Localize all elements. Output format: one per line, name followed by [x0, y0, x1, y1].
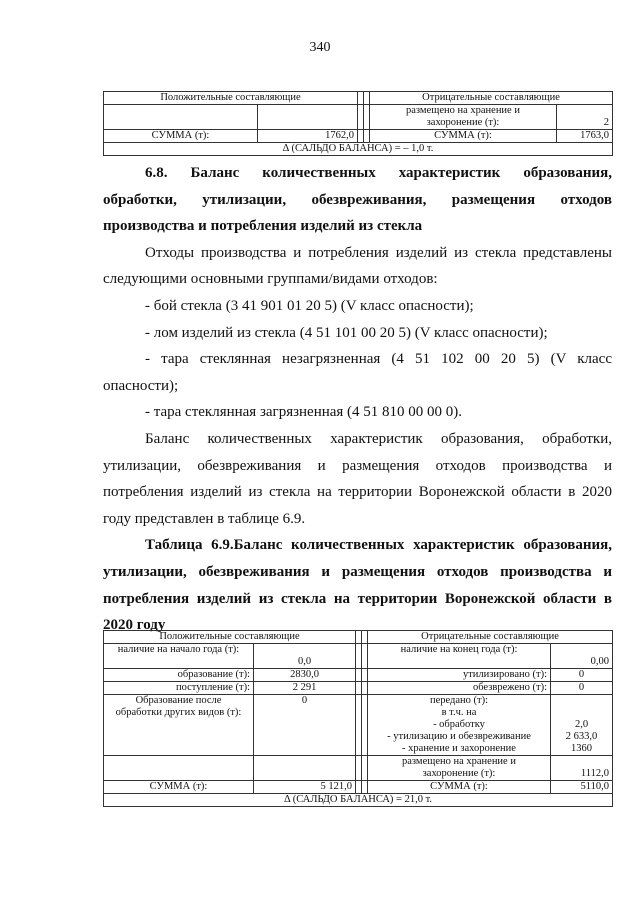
neutralized-label: обезврежено (т): [368, 682, 551, 695]
table-header-row [104, 631, 613, 644]
storage-value: 1360 [571, 743, 592, 754]
utilization-value: 2 633,0 [565, 731, 598, 742]
end-label: наличие на конец года (т): [368, 644, 551, 669]
paragraph-line: Отходы производства и потребления изделий из стекла представлены [145, 244, 612, 261]
after-processing-value: 0 [254, 695, 356, 756]
table-caption-line: Таблица 6.9.Баланс количественных характеристик образования, [145, 537, 612, 554]
after-processing-label: Образование после обработки других видов (т): [104, 695, 254, 756]
sum-row [104, 781, 613, 794]
balance-table-6-9 [103, 630, 613, 807]
processing-label: - обработку [433, 719, 485, 730]
list-item: - лом изделий из стекла (4 51 101 00 20 5) (V класс опасности); [145, 324, 548, 341]
transferred-values [551, 695, 613, 756]
neutralized-value: 0 [551, 682, 613, 695]
sum-value-right: 1763,0 [557, 130, 613, 143]
saldo: Δ (САЛЬДО БАЛАНСА) = 21,0 т. [104, 794, 613, 807]
page-number: 340 [309, 40, 331, 55]
table-caption-line: утилизации, обезвреживания и размещения отходов производства и [103, 563, 612, 580]
list-item: - тара стеклянная незагрязненная (4 51 102 00 20 5) (V класс [145, 351, 612, 368]
table-row [104, 695, 613, 756]
saldo-row [104, 794, 613, 807]
utilized-label: утилизировано (т): [368, 669, 551, 682]
table-row [104, 644, 613, 669]
section-heading-line: 6.8. Баланс количественных характеристик образования, [145, 165, 612, 181]
incl-label: в т.ч. на [441, 707, 477, 718]
paragraph-line: следующими основными группами/видами отходов: [103, 271, 438, 288]
formed-value: 2830,0 [254, 669, 356, 682]
placed-value: 1112,0 [551, 756, 613, 781]
sum-value-left: 5 121,0 [254, 781, 356, 794]
paragraph-line: Баланс количественных характеристик образования, обработки, [145, 430, 612, 447]
received-label: поступление (т): [104, 682, 254, 695]
saldo: Δ (САЛЬДО БАЛАНСА) = – 1,0 т. [104, 143, 613, 156]
sum-label-right: СУММА (т): [368, 781, 551, 794]
list-item-continued: опасности); [103, 377, 179, 394]
transferred-breakdown [368, 695, 551, 756]
processing-value: 2,0 [574, 719, 589, 730]
list-item: - бой стекла (3 41 901 01 20 5) (V класс опасности); [145, 297, 474, 314]
received-value: 2 291 [254, 682, 356, 695]
table-caption-line: 2020 году [103, 617, 166, 634]
storage-label: - хранение и захоронение [402, 743, 516, 754]
sum-label-left: СУММА (т): [104, 781, 254, 794]
positive-header: Положительные составляющие [104, 631, 356, 644]
formed-label: образование (т): [104, 669, 254, 682]
end-value: 0,00 [551, 644, 613, 669]
start-label: наличие на начало года (т): [104, 644, 254, 669]
sum-value-left: 1762,0 [258, 130, 358, 143]
paragraph-line: потребления изделий из стекла на территории Воронежской области в 2020 [103, 484, 612, 501]
placed-label: размещено на хранение и захоронение (т): [370, 105, 557, 130]
saldo-row [104, 143, 613, 156]
negative-header: Отрицательные составляющие [370, 92, 613, 105]
placed-label: размещено на хранение и захоронение (т): [368, 756, 551, 781]
start-value: 0,0 [254, 644, 356, 669]
positive-header: Положительные составляющие [104, 92, 358, 105]
sum-row [104, 130, 613, 143]
sum-label-right: СУММА (т): [370, 130, 557, 143]
placed-value: 2 [557, 105, 613, 130]
table-caption-line: потребления изделий из стекла на территории Воронежской области в [103, 590, 612, 607]
table-header-row [104, 92, 613, 105]
table-row [104, 682, 613, 695]
paragraph-line: году представлен в таблице 6.9. [103, 510, 306, 527]
utilized-value: 0 [551, 669, 613, 682]
balance-table-continued [103, 91, 613, 156]
table-row [104, 669, 613, 682]
section-heading-line: производства и потребления изделий из стекла [103, 218, 423, 235]
negative-header: Отрицательные составляющие [368, 631, 613, 644]
body-text [103, 160, 612, 639]
sum-label-left: СУММА (т): [104, 130, 258, 143]
sum-value-right: 5110,0 [551, 781, 613, 794]
paragraph-line: утилизации, обезвреживания и размещения отходов производства и [103, 457, 612, 474]
transferred-label: передано (т): [429, 695, 489, 706]
table-row [104, 105, 613, 130]
utilization-label: - утилизацию и обезвреживание [387, 731, 531, 742]
table-row [104, 756, 613, 781]
list-item: - тара стеклянная загрязненная (4 51 810 00 00 0). [145, 404, 463, 421]
section-heading-line: обработки, утилизации, обезвреживания, размещения отходов [103, 191, 612, 208]
